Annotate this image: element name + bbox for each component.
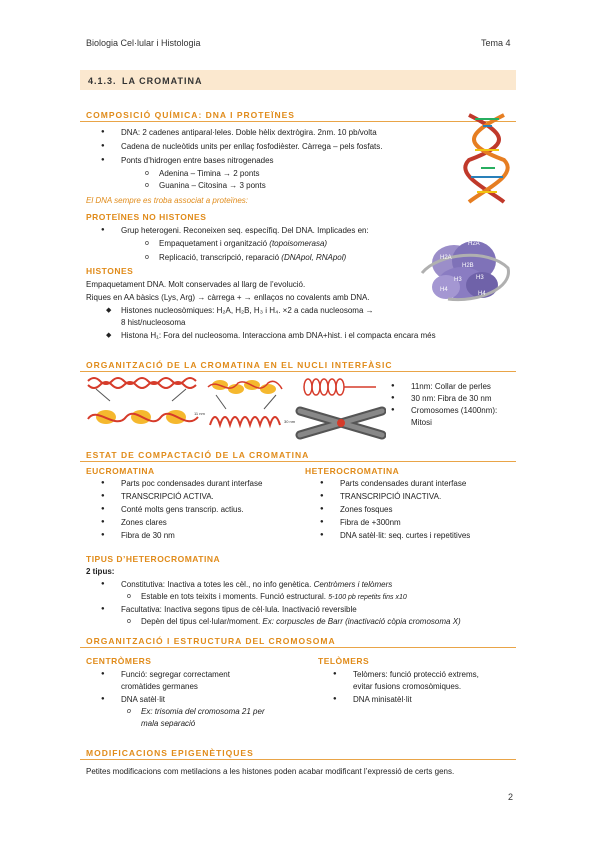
divider [80, 759, 516, 760]
composition-heading: COMPOSICIÓ QUÍMICA: DNA I PROTEÏNES [86, 110, 295, 120]
list-item: ● Constitutiva: Inactiva a totes les cèl., no info genètica. Centròmers i telòmers [121, 579, 392, 590]
list-item: ● DNA satèl·lit: seq. curtes i repetitives [340, 530, 470, 541]
non-histones-heading: PROTEÏNES NO HISTONES [86, 212, 207, 222]
histone-label: H3 [454, 277, 462, 283]
eucromatina-heading: EUCROMATINA [86, 466, 155, 476]
list-item: ● TRANSCRIPCIÓ ACTIVA. [121, 491, 214, 502]
header-left: Biologia Cel·lular i Histologia [86, 38, 201, 48]
list-item: ● Fibra de 30 nm [121, 530, 175, 541]
fig-label: 30 nm [284, 419, 296, 424]
list-item: ● Parts poc condensades durant interfase [121, 478, 262, 489]
histone-label: H4 [478, 291, 486, 297]
divider [80, 461, 516, 462]
centromers-heading: CENTRÒMERS [86, 656, 152, 666]
histones-heading: HISTONES [86, 266, 134, 276]
list-item-cont: cromàtides germanes [121, 682, 198, 691]
compaction-heading: ESTAT DE COMPACTACIÓ DE LA CROMATINA [86, 450, 310, 460]
histone-label: H4 [440, 287, 448, 293]
list-item: ● Facultativa: Inactiva segons tipus de cèl·lula. Inactivació reversible [121, 604, 357, 615]
histone-label: H2A [468, 241, 480, 247]
chromatin-organization-figure [86, 375, 386, 443]
list-item: ◆ Histona H₁: Fora del nucleosoma. Interacciona amb DNA+hist. i el compacta encara més [121, 330, 436, 341]
histone-label: H2B [496, 255, 508, 261]
page-title: LA CROMATINA [122, 76, 203, 86]
list-item: ● Telòmers: funció protecció extrems, [353, 669, 479, 680]
list-item: ● Conté molts gens transcrip. actius. [121, 504, 244, 515]
list-item: ● Ponts d’hidrogen entre bases nitrogenades [121, 155, 274, 166]
list-item-cont: 8 hist/nucleosoma [121, 318, 186, 327]
list-item: o Empaquetament i organització (topoisomerasa) [159, 238, 327, 249]
organization-heading: ORGANITZACIÓ DE LA CROMATINA EN EL NUCLI INTERFÀSIC [86, 360, 393, 370]
list-item: o Ex: trisomia del cromosoma 21 per [141, 706, 265, 717]
list-item: ● Grup heterogeni. Reconeixen seq. específiq. Del DNA. Implicades en: [121, 225, 369, 236]
histones-line: Riques en AA bàsics (Lys, Arg) → càrrega + → enllaços no covalents amb DNA. [86, 293, 370, 302]
fig-label: 11 nm [194, 411, 205, 416]
types-count: 2 tipus: [86, 567, 115, 576]
epigenetic-heading: MODIFICACIONS EPIGENÈTIQUES [86, 748, 254, 758]
section-number: 4.1.3. [88, 76, 117, 86]
histones-line: Empaquetament DNA. Molt conservades al llarg de l’evolució. [86, 280, 306, 289]
list-item-cont: mala separació [141, 719, 196, 728]
list-item: o Adenina – Timina → 2 ponts [159, 168, 260, 179]
list-item: ● Cromosomes (1400nm): [411, 405, 497, 416]
divider [80, 371, 516, 372]
list-item: ● TRANSCRIPCIÓ INACTIVA. [340, 491, 441, 502]
list-item-cont: Mitosi [411, 418, 432, 427]
list-item: ● Funció: segregar correctament [121, 669, 230, 680]
page-number: 2 [508, 792, 514, 802]
types-heading: TIPUS D’HETEROCROMATINA [86, 554, 221, 564]
list-item: ◆ Histones nucleosòmiques: H₂A, H₂B, H₃ i H₄. ×2 a cada nucleosoma → [121, 305, 374, 316]
list-item-cont: evitar fusions cromosòmiques. [353, 682, 462, 691]
list-item: ● DNA minisatèl·lit [353, 694, 412, 705]
header-right: Tema 4 [481, 38, 511, 48]
list-item: o Estable en tots teixits i moments. Funció estructural. 5-100 pb repetits fins x10 [141, 591, 407, 603]
histone-label: H2B [462, 263, 474, 269]
list-item: ● Zones clares [121, 517, 167, 528]
list-item: o Guanina – Citosina → 3 ponts [159, 180, 266, 191]
list-item: ● DNA satèl·lit [121, 694, 165, 705]
note: El DNA sempre es troba associat a proteïnes: [86, 196, 248, 205]
list-item: ● DNA: 2 cadenes antiparal·leles. Doble hèlix dextrògira. 2nm. 10 pb/volta [121, 127, 377, 138]
heterocromatina-heading: HETEROCROMATINA [305, 466, 400, 476]
epigenetic-text: Petites modificacions com metilacions a les histones poden acabar modificant l’expressió de certs gens. [86, 767, 455, 776]
telomers-heading: TELÒMERS [318, 656, 370, 666]
dna-helix-image [459, 110, 517, 205]
histone-label: H2A [440, 255, 452, 261]
histone-label: H3 [476, 275, 484, 281]
divider [80, 121, 516, 122]
list-item: o Replicació, transcripció, reparació (DNApol, RNApol) [159, 252, 346, 263]
list-item: ● 30 nm: Fibra de 30 nm [411, 393, 491, 404]
list-item: ● Fibra de +300nm [340, 517, 401, 528]
nucleosome-diagram [418, 233, 514, 308]
list-item: ● Zones fosques [340, 504, 392, 515]
list-item: o Depèn del tipus cel·lular/moment. Ex: corpuscles de Barr (inactivació còpia cromosoma X) [141, 616, 461, 627]
chromosome-heading: ORGANITZACIÓ I ESTRUCTURA DEL CROMOSOMA [86, 636, 336, 646]
list-item: ● Parts condensades durant interfase [340, 478, 466, 489]
divider [80, 647, 516, 648]
list-item: ● 11nm: Collar de perles [411, 381, 491, 392]
list-item: ● Cadena de nucleòtids units per enllaç fosfodièster. Càrrega – pels fosfats. [121, 141, 383, 152]
